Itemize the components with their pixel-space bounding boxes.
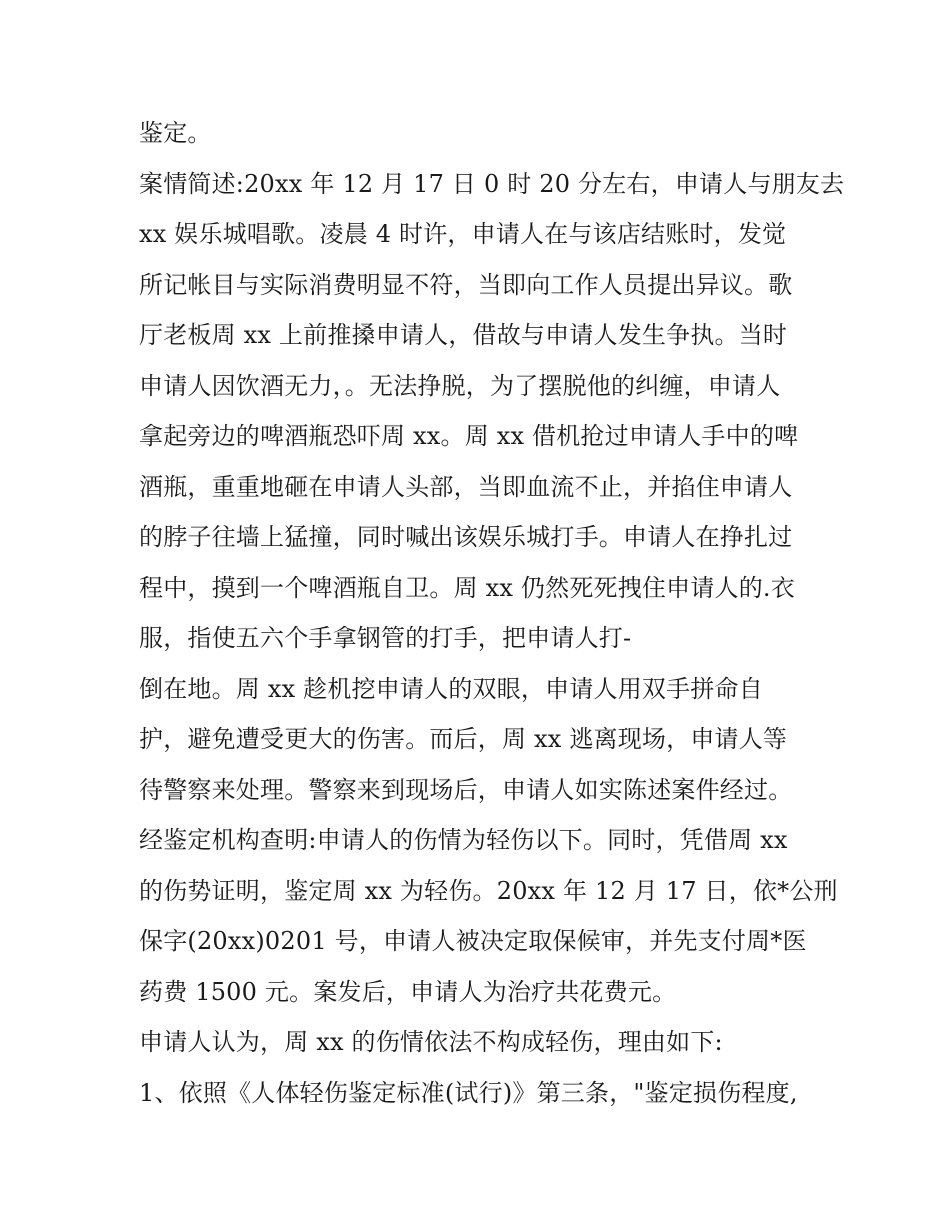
text-line: 的脖子往墙上猛撞，同时喊出该娱乐城打手。申请人在挣扎过 <box>139 523 793 551</box>
text-line: 拿起旁边的啤酒瓶恐吓周 xx。周 xx 借机抢过申请人手中的啤 <box>139 422 799 450</box>
text-line: 程中，摸到一个啤酒瓶自卫。周 xx 仍然死死拽住申请人的.衣 <box>139 573 795 602</box>
text-line: 所记帐目与实际消费明显不符，当即向工作人员提出异议。歌 <box>139 270 793 299</box>
text-line: 案情简述:20xx 年 12 月 17 日 0 时 20 分左右，申请人与朋友去 <box>139 169 845 198</box>
text-line: 申请人因饮酒无力，。无法挣脱，为了摆脱他的纠缠，申请人 <box>139 371 781 400</box>
text-line: xx 娱乐城唱歌。凌晨 4 时许，申请人在与该店结账时，发觉 <box>139 220 787 248</box>
text-line: 酒瓶，重重地砸在申请人头部，当即血流不止，并掐住申请人 <box>139 472 793 501</box>
text-line: 厅老板周 xx 上前推搡申请人，借故与申请人发生争执。当时 <box>139 321 788 349</box>
text-line: 药费 1500 元。案发后，申请人为治疗共花费元。 <box>139 977 677 1006</box>
text-line: 的伤势证明，鉴定周 xx 为轻伤。20xx 年 12 月 17 日，依*公刑 <box>139 876 838 905</box>
text-line: 鉴定。 <box>139 119 212 147</box>
text-line: 经鉴定机构查明:申请人的伤情为轻伤以下。同时，凭借周 xx <box>139 826 788 854</box>
text-line: 倒在地。周 xx 趁机挖申请人的双眼，申请人用双手拼命自 <box>139 674 763 703</box>
document-body <box>139 108 845 1118</box>
text-line: 护，避免遭受更大的伤害。而后，周 xx 逃离现场，申请人等 <box>139 725 788 753</box>
text-line: 待警察来处理。警察来到现场后，申请人如实陈述案件经过。 <box>139 775 793 804</box>
text-line: 申请人认为，周 xx 的伤情依法不构成轻伤，理由如下: <box>139 1028 723 1056</box>
text-line: 1、依照《人体轻伤鉴定标准(试行)》第三条，"鉴定损伤程度, <box>139 1078 798 1107</box>
text-line: 保字(20xx)0201 号，申请人被决定取保候审，并先支付周*医 <box>139 927 807 955</box>
text-line: 服，指使五六个手拿钢管的打手，把申请人打- <box>139 624 632 652</box>
